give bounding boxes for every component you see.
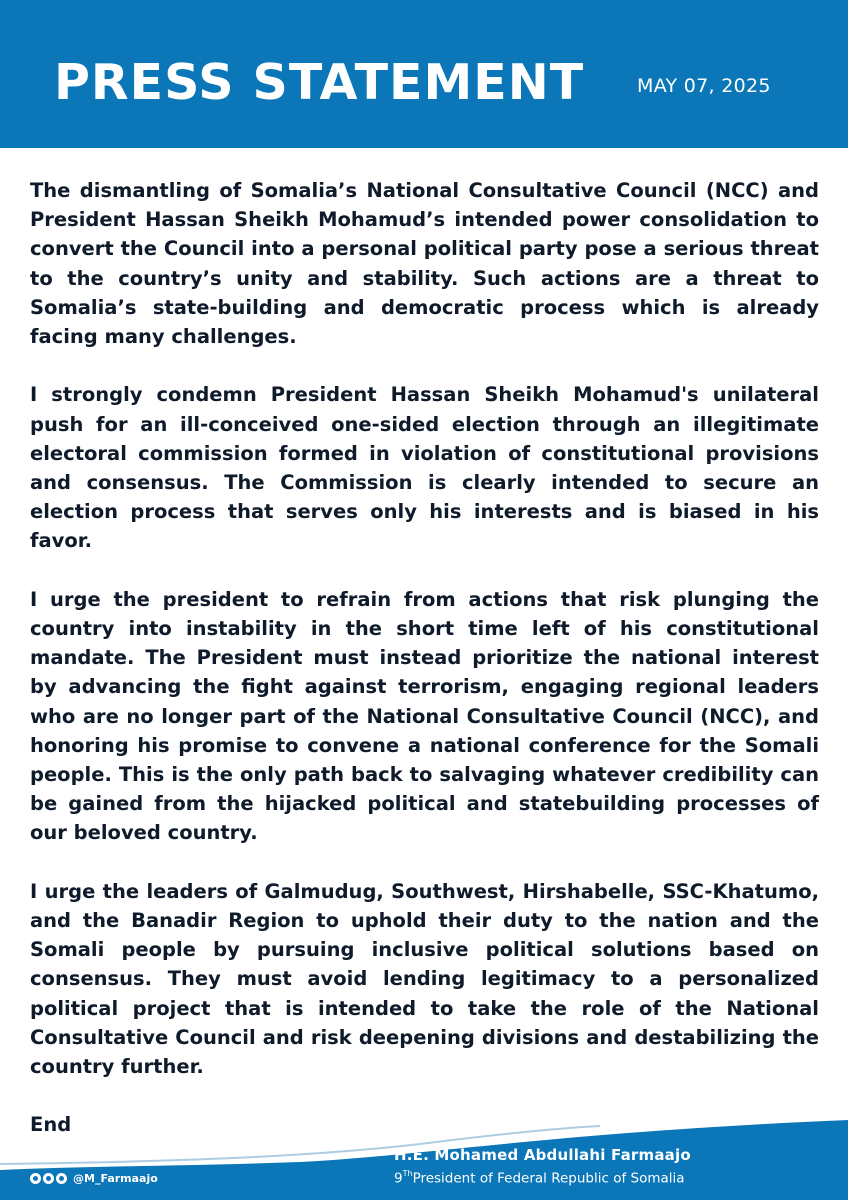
social-links xyxy=(30,1172,158,1185)
signatory-title: President of Federal Republic of Somalia xyxy=(412,1170,685,1187)
signatory-name: H.E. Mohamed Abdullahi Farmaajo xyxy=(394,1146,691,1164)
paragraph-2: I strongly condemn President Hassan Sheikh Mohamud's unilateral push for an ill-conceived one-sided election through an illegitimate electoral commission formed in violation of constitutional provisions and consensus. The Commission is clearly intended to secure an election process that serves only his interests and is biased in his favor. xyxy=(30,383,819,553)
social-handle: @M_Farmaajo xyxy=(73,1172,158,1185)
instagram-icon xyxy=(43,1173,54,1184)
statement-date: MAY 07, 2025 xyxy=(637,75,771,97)
paragraph-3: I urge the president to refrain from actions that risk plunging the country into instability in the short time left of his constitutional mandate. The President must instead prioritize the national interest by advancing the fight against terrorism, engaging regional leaders who are no longer part of the National Consultative Council (NCC), and honoring his promise to convene a national conference for the Somali people. This is the only path back to salvaging whatever credibility can be gained from the hijacked political and statebuilding processes of our beloved country. xyxy=(30,587,819,845)
youtube-icon xyxy=(56,1173,67,1184)
facebook-icon xyxy=(30,1173,41,1184)
header-banner xyxy=(0,0,848,148)
statement-body xyxy=(30,176,819,1140)
signatory-title-line xyxy=(394,1170,685,1187)
paragraph-1: The dismantling of Somalia’s National Consultative Council (NCC) and President Hassan Sheikh Mohamud’s intended power consolidation to convert the Council into a personal political party pose a serious threat to the country’s unity and stability. Such actions are a threat to Somalia’s state-building and democratic process which is already facing many challenges. xyxy=(30,179,819,349)
signatory-ordinal: 9 xyxy=(394,1170,403,1187)
signatory-ordinal-suffix: Th xyxy=(402,1169,413,1178)
closing-end: End xyxy=(30,1113,72,1137)
page-title: PRESS STATEMENT xyxy=(54,54,585,111)
paragraph-4: I urge the leaders of Galmudug, Southwest, Hirshabelle, SSC-Khatumo, and the Banadir Region to uphold their duty to the nation and the Somali people by pursuing inclusive political solutions based on consensus. They must avoid lending legitimacy to a personalized political project that is intended to take the role of the National Consultative Council and risk deepening divisions and destabilizing the country further. xyxy=(30,879,819,1079)
